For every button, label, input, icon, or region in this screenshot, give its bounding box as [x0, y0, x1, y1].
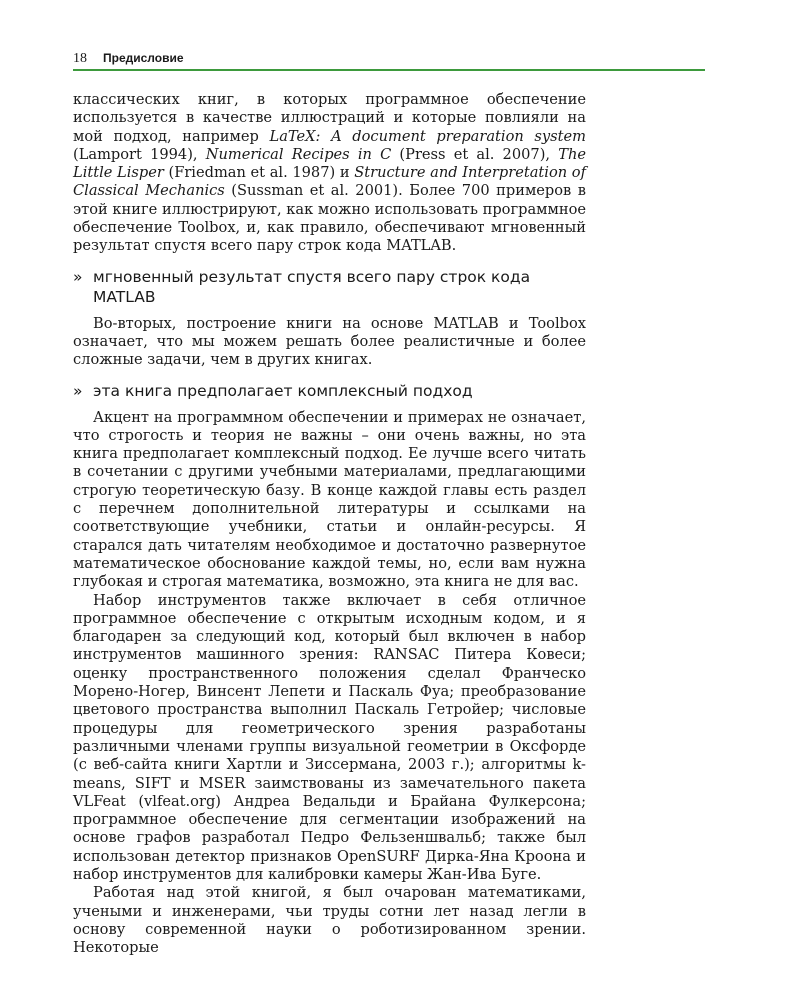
book-title: Numerical Recipes in C — [205, 145, 392, 163]
text-run: (Sussman et al. 2001). Более 700 примеров в этой книге иллюстрируют, как можно использовать программное обеспечение Toolbox, и, как правило, обеспечивают мгновенный результат спустя всего пару строк кода MATLAB. — [73, 182, 586, 255]
paragraph-continuation — [73, 91, 586, 256]
bullet-mark: » — [73, 267, 83, 286]
subheading-text: мгновенный результат спустя всего пару строк кода MATLAB — [93, 267, 531, 306]
paragraph: Работая над этой книгой, я был очарован математиками, учеными и инженерами, чьи труды сотни лет назад легли в основу современной науки о роботизированном зрении. Некоторые — [73, 884, 586, 957]
bullet-mark: » — [73, 381, 83, 400]
subheading-instant-result — [73, 267, 586, 307]
book-title: The Little Lisper — [73, 145, 586, 182]
text-run: (Friedman et al. 1987) и — [163, 164, 355, 182]
book-title: Structure and Interpretation of Classical Mechanics — [73, 164, 586, 200]
paragraph: Акцент на программном обеспечении и примерах не означает, что строгость и теория не важны – они очень важны, но эта книга предполагает комплексный подход. Ее лучше всего читать в сочетании с другими учебными материалами, предлагающими строгую теоретическую базу. В конце каждой главы есть раздел с перечнем дополнительной литературы и ссылками на соответствующие учебники, статьи и онлайн-ресурсы. Я старался дать читателям необходимое и достаточно развернутое математическое обоснование каждой темы, но, если вам нужна глубокая и строгая математика, возможно, эта книга не для вас. — [73, 408, 586, 591]
page-header — [73, 47, 705, 69]
header-rule — [73, 69, 705, 71]
page-number: 18 — [73, 51, 87, 66]
subheading-text: эта книга предполагает комплексный подход — [93, 381, 473, 400]
paragraph: Набор инструментов также включает в себя отличное программное обеспечение с открытым исходным кодом, и я благодарен за следующий код, который был включен в набор инструментов машинного зрения: RANSAC Питера Ковеси; оценку пространственного положения сделал Франческо Морено-Ногер, Винсент Лепети и Паскаль Фуа; преобразование цветового пространства выполнил Паскаль Гетройер; числовые процедуры для геометрического зрения разработаны различными членами группы визуальной геометрии в Оксфорде (с веб-сайта книги Хартли и Зиссермана, 2003 г.); алгоритмы k-means, SIFT и MSER заимствованы из замечательного пакета VLFeat (vlfeat.org) Андреа Ведальди и Брайана Фулкерсона; программное обеспечение для сегментации изображений на основе графов разработал Педро Фельзеншвальб; также был использован детектор признаков OpenSURF Дирка-Яна Кроона и набор инструментов для калибровки камеры Жан-Ива Буге. — [73, 591, 586, 883]
text-run: классических книг, в которых программное обеспечение используется в качестве иллюстраций и которые повлияли на мой подход, например — [73, 91, 586, 145]
subheading-complex-approach — [73, 381, 586, 401]
text-run: (Press et al. 2007), — [391, 145, 559, 163]
page-body — [73, 91, 586, 957]
running-head: Предисловие — [103, 51, 184, 65]
book-title: LaTeX: A document preparation system — [269, 127, 586, 145]
paragraph: Во-вторых, построение книги на основе MATLAB и Toolbox означает, что мы можем решать более реалистичные и более сложные задачи, чем в других книгах. — [73, 314, 586, 369]
text-run: (Lamport 1994), — [73, 145, 206, 163]
